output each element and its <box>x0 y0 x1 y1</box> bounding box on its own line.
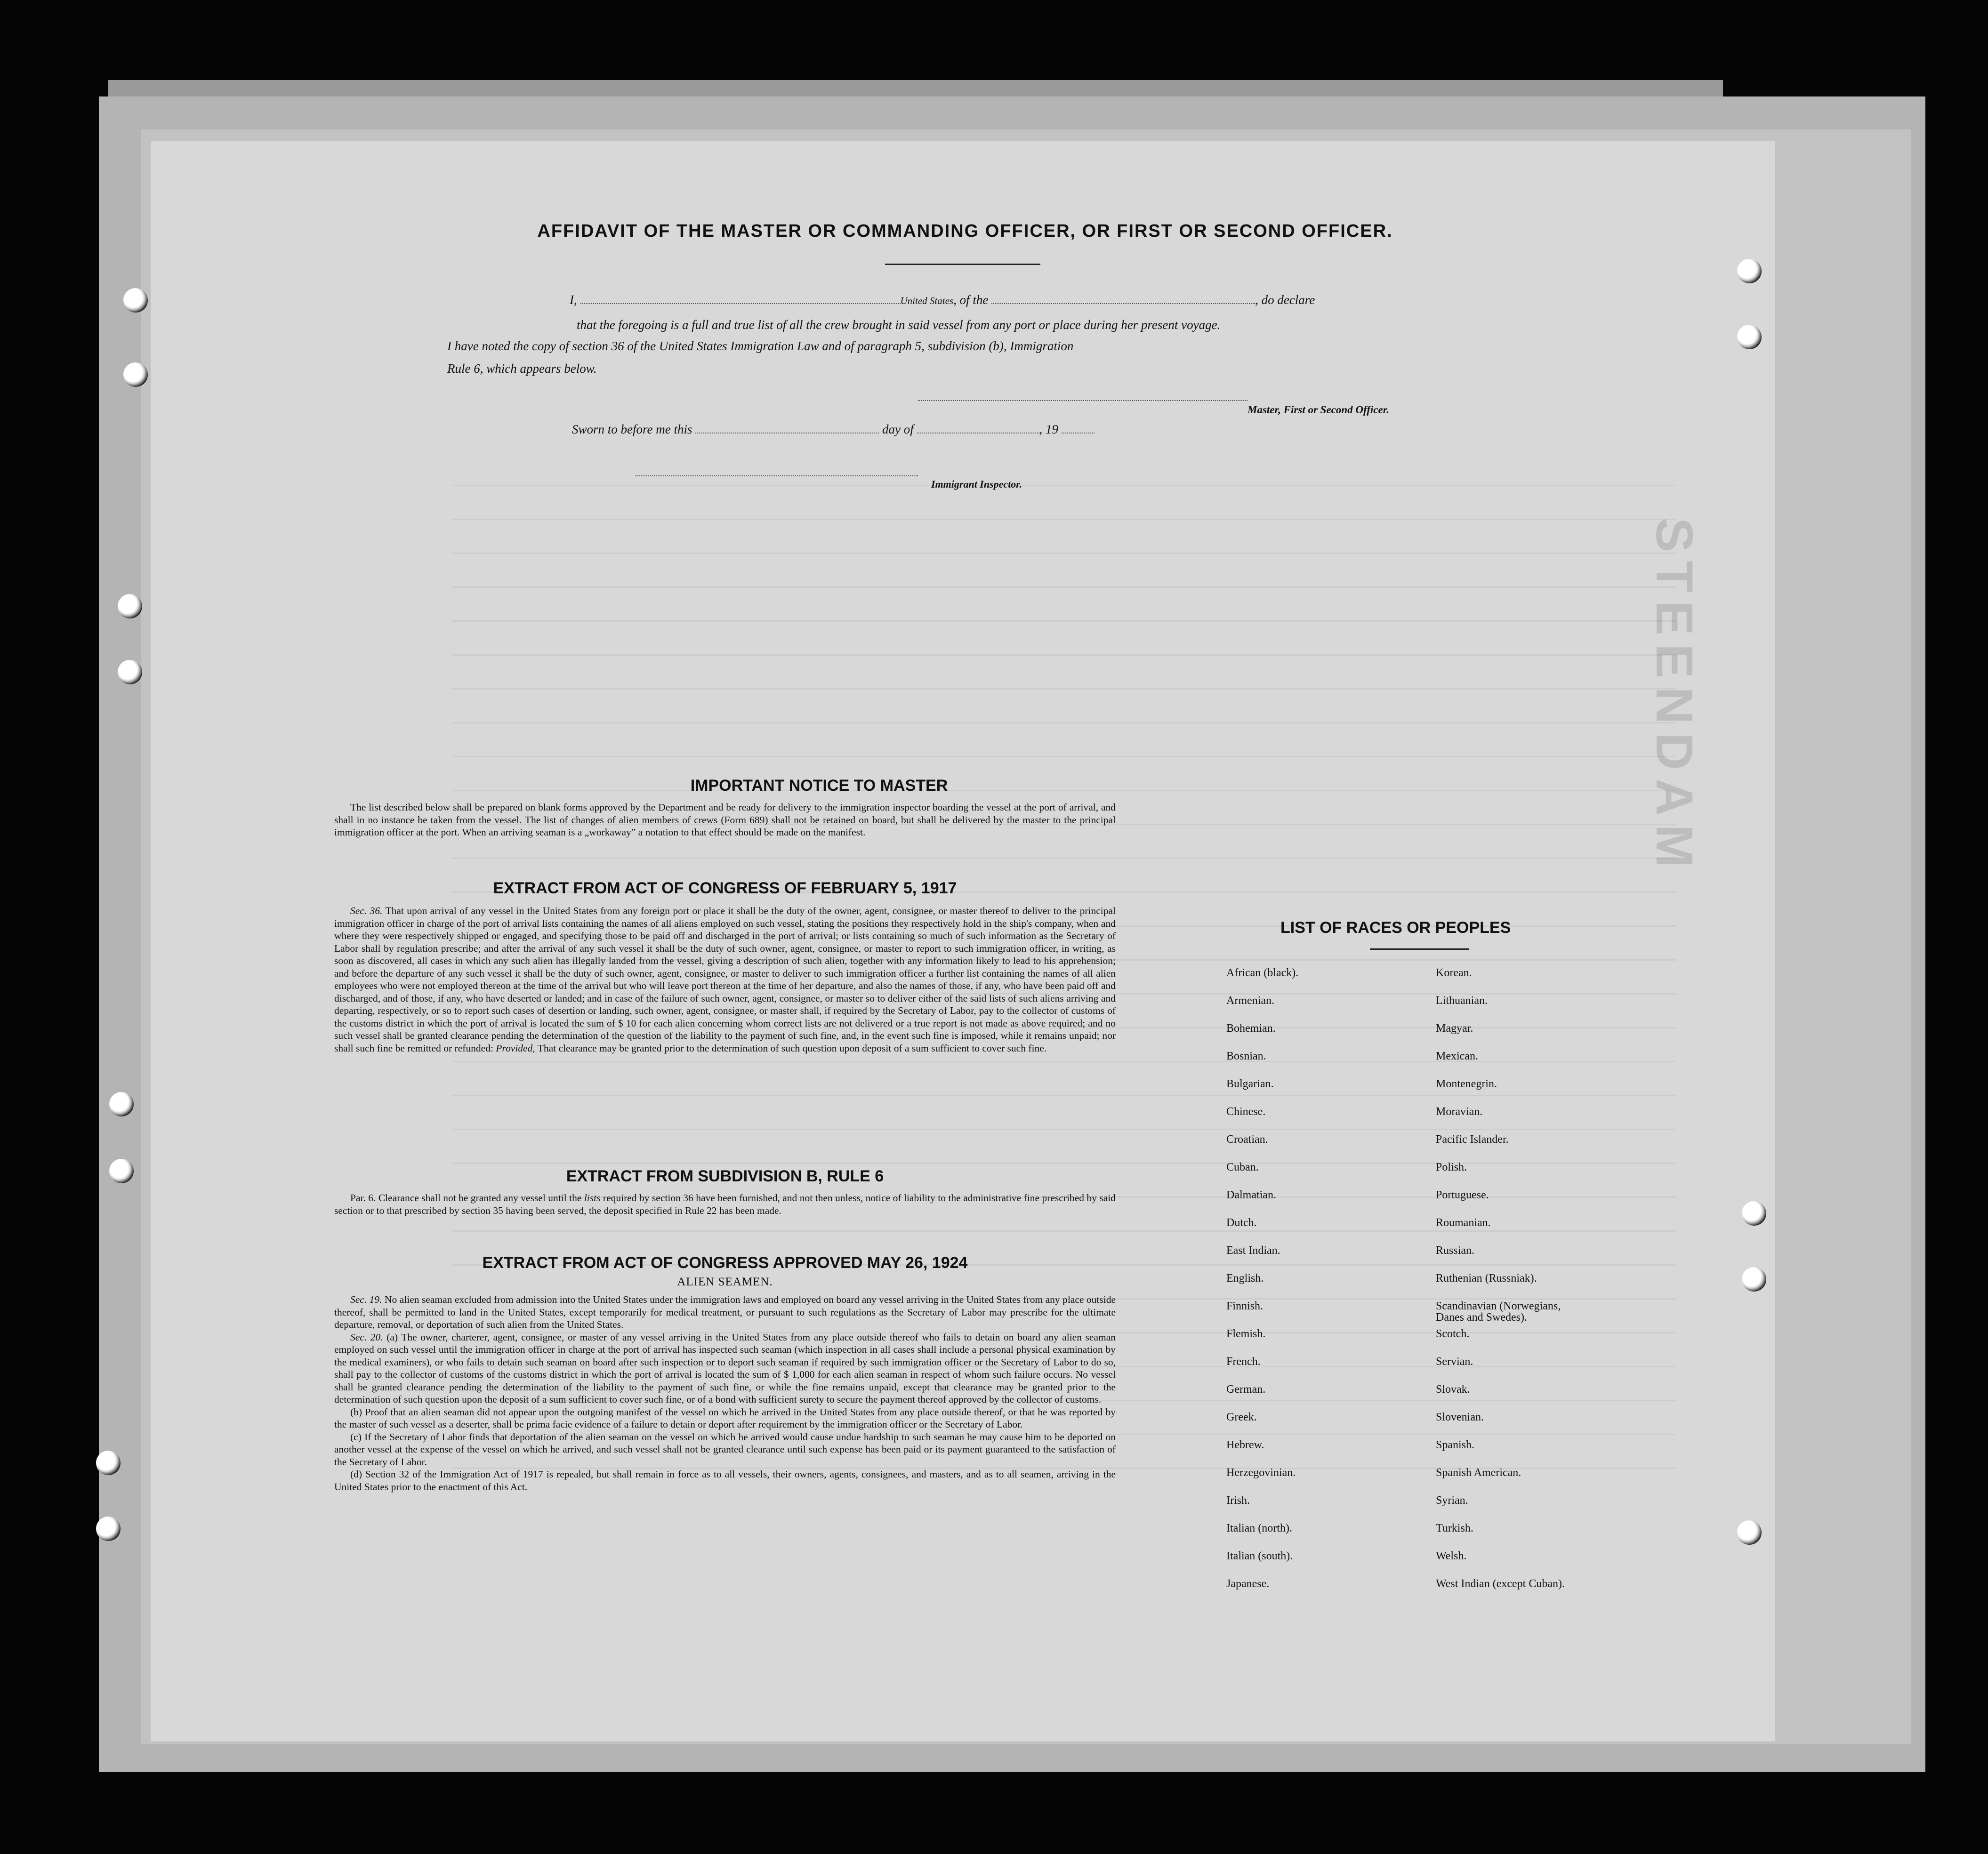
race-item: Magyar. <box>1436 1022 1473 1035</box>
race-item: Chinese. <box>1226 1106 1266 1118</box>
of-the-label: , of the <box>953 293 989 307</box>
punch-hole <box>123 362 148 387</box>
notice-body <box>334 801 1116 839</box>
proviso-text: That clearance may be granted prior to the determination of such question upon deposit of a sum sufficient to cover such fine. <box>537 1042 1047 1054</box>
race-item: Irish. <box>1226 1494 1250 1507</box>
sec-19-label: Sec. 19. <box>350 1294 382 1305</box>
rule-6-text-pre: Par. 6. Clearance shall not be granted any vessel until the <box>350 1192 582 1204</box>
race-item: Japanese. <box>1226 1578 1270 1590</box>
rule-6-lists-word: lists <box>584 1192 601 1204</box>
race-item: Herzegovinian. <box>1226 1467 1296 1479</box>
declarant-prefix: I, <box>570 293 577 307</box>
race-item: Roumanian. <box>1436 1217 1491 1229</box>
sec-19-text: No alien seaman excluded from admission into the United States under the immigration laws and employed on board any vessel arriving in the United States from any place outside thereof, shall be permitted to land in the United States, except temporarily for medical treatment, or pursuant to such regulations as the Secretary of Labor may prescribe for the ultimate departure, removal, or deportation of such alien from the United States. <box>334 1294 1116 1330</box>
race-item: Spanish. <box>1436 1439 1475 1451</box>
notice-paragraph: The list described below shall be prepared on blank forms approved by the Department and be ready for delivery to the immigration inspector boarding the vessel at the port of arrival, and shall in no instance be taken from the vessel. The list of changes of alien members of crews (Form 689) shall not be retained on board, but shall be delivered by the master to the principal immigration officer at the port. When an arriving seaman is a „workaway” a notation to that effect should be made on the manifest. <box>334 802 1116 838</box>
master-signature-field[interactable] <box>918 400 1248 401</box>
race-item: Armenian. <box>1226 995 1274 1007</box>
sec-20b-paragraph: (b) Proof that an alien seaman did not appear upon the outgoing manifest of the vessel on which he arrived in the United States from any place outside thereof, or that he was reported by the master of such vessel as a deserter, shall be prima facie evidence of a failure to detain or deport after requirement by the immigration officer or the Secretary of Labor. <box>334 1406 1116 1430</box>
race-item: Italian (south). <box>1226 1550 1293 1562</box>
race-item: Mexican. <box>1436 1050 1478 1062</box>
affidavit-title: AFFIDAVIT OF THE MASTER OR COMMANDING OFFICER, OR FIRST OR SECOND OFFICER. <box>537 221 1393 241</box>
rule-6-body <box>334 1192 1116 1217</box>
races-heading: LIST OF RACES OR PEOPLES <box>1280 919 1511 937</box>
race-item: Slovak. <box>1436 1383 1470 1396</box>
race-item: Lithuanian. <box>1436 995 1488 1007</box>
punch-hole <box>1737 325 1762 349</box>
race-item: Syrian. <box>1436 1494 1468 1507</box>
sworn-year-label: , 19 <box>1039 422 1058 436</box>
affidavit-line-1 <box>570 288 1426 313</box>
race-item: Dutch. <box>1226 1217 1257 1229</box>
bleed-through-line <box>452 688 1676 690</box>
race-item: Spanish American. <box>1436 1467 1521 1479</box>
rule-6-paragraph <box>334 1192 1116 1217</box>
race-item: Polish. <box>1436 1161 1467 1173</box>
bleed-through-line <box>452 858 1676 859</box>
race-item: English. <box>1226 1272 1264 1284</box>
race-item: Scotch. <box>1436 1328 1470 1340</box>
race-item: African (black). <box>1226 967 1299 979</box>
bleed-through-line <box>452 620 1676 622</box>
race-item: Russian. <box>1436 1244 1475 1257</box>
race-item: Finnish. <box>1226 1300 1264 1312</box>
race-item: Montenegrin. <box>1436 1078 1497 1090</box>
punch-hole <box>118 660 142 684</box>
race-item: Welsh. <box>1436 1550 1467 1562</box>
races-list-right <box>1436 967 1634 1606</box>
race-item: Portuguese. <box>1436 1189 1489 1201</box>
race-item: East Indian. <box>1226 1244 1280 1257</box>
sec-36-text: That upon arrival of any vessel in the United States from any foreign port or place it shall be the duty of the owner, agent, consignee, or master thereof to deliver to the principal immigration officer in charge of the port of arrival lists containing the names of all aliens employed on such vessel, stating the positions they respectively hold in the ship's company, when and where they were respectively shipped or engaged, and specifying those to be paid off and discharged in the port of arrival; or lists containing so much of such information as the Secretary of Labor shall by regulation prescribe; and after the arrival of any such vessel it shall be the duty of such owner, agent, consignee, or master to report to such immigration officer, in writing, as soon as discovered, all cases in which any such alien has illegally landed from the vessel, giving a description of such alien, together with any information likely to lead to his apprehension; and before the departure of any such vessel it shall be the duty of such owner, agent, consignee, or master to deliver to such immigration officer a further list containing the names of all alien employees who were not employed thereon at the time of the arrival but who will leave port thereon at the time of her departure, and also the names of those, if any, who have been paid off and discharged, and of those, if any, who have deserted or landed; and in case of the failure of such owner, agent, consignee, or master so to deliver either of the said lists of such aliens arriving and departing, respectively, or so to report such cases of desertion or landing, such owner, agent, consignee, or master shall, if required by the Secretary of Labor, pay to the collector of customs of the customs district in which the port of arrival is located the sum of $ 10 for each alien concerning whom correct lists are not delivered or a true report is not made as above required; and no such vessel shall be granted clearance pending the determination of the question of the liability to the payment of such fine, and, in the event such fine is imposed, while it remains unpaid; nor shall such fine be remitted or refunded: <box>334 905 1116 1054</box>
bleed-through-line <box>452 722 1676 723</box>
race-item: Slovenian. <box>1436 1411 1484 1423</box>
punch-hole <box>1742 1267 1766 1292</box>
punch-hole <box>109 1092 134 1116</box>
act-1924-heading: EXTRACT FROM ACT OF CONGRESS APPROVED MAY 26, 1924 <box>482 1254 968 1272</box>
act-1917-heading: EXTRACT FROM ACT OF CONGRESS OF FEBRUARY 5, 1917 <box>493 879 957 897</box>
notice-heading: IMPORTANT NOTICE TO MASTER <box>690 777 948 795</box>
race-item: Dalmatian. <box>1226 1189 1276 1201</box>
sec-36-label: Sec. 36. <box>350 905 383 916</box>
proviso-label: Provided, <box>496 1042 535 1054</box>
punch-hole <box>109 1159 134 1183</box>
race-item: Greek. <box>1226 1411 1257 1423</box>
race-item: Bohemian. <box>1226 1022 1276 1035</box>
race-item: West Indian (except Cuban). <box>1436 1578 1565 1590</box>
sec-20a-text: (a) The owner, charterer, agent, consignee, or master of any vessel arriving in the United States from any place outside thereof who fails to detain on board any alien seaman employed on such vessel until the immigration officer in charge at the port of arrival has inspected such seaman (which inspection in all cases shall include a personal physical examination by the medical examiners), or who fails to detain such seaman on board after such inspection or to deport such seaman if required by such immigration officer or the Secretary of Labor to do so, shall pay to the collector of customs of the customs district in which the port of arrival is located the sum of $ 1,000 for each alien seaman in respect of whom such failure occurs. No vessel shall be granted clearance pending the determination of the liability to the payment of such fine, or while the fine remains unpaid, except that clearance may be granted prior to the determination of such question upon the deposit of a sum sufficient to cover such fine, or of a bond with sufficient surety to secure the payment thereof approved by the collector of customs. <box>334 1331 1116 1405</box>
sworn-prefix: Sworn to before me this <box>572 422 692 436</box>
sworn-day-label: day of <box>882 422 914 436</box>
vessel-name-field[interactable] <box>991 303 1255 304</box>
bleed-through-line <box>452 519 1676 520</box>
sec-20d-paragraph: (d) Section 32 of the Immigration Act of 1917 is repealed, but shall remain in force as to all vessels, their owners, agents, consignees, and masters, and as to all seamen, arriving in the United States prior to the enactment of this Act. <box>334 1469 1116 1493</box>
race-item: Cuban. <box>1226 1161 1259 1173</box>
race-item: Bulgarian. <box>1226 1078 1274 1090</box>
race-item: Pacific Islander. <box>1436 1133 1509 1146</box>
declare-label: , do declare <box>1255 293 1315 307</box>
race-item: Korean. <box>1436 967 1472 979</box>
act-1917-body <box>334 905 1116 1054</box>
affidavit-line-4: Rule 6, which appears below. <box>447 361 597 376</box>
races-rule <box>1370 948 1469 950</box>
race-item: Italian (north). <box>1226 1522 1292 1534</box>
race-item: German. <box>1226 1383 1266 1396</box>
race-item: Hebrew. <box>1226 1439 1264 1451</box>
sec-20-label: Sec. 20. <box>350 1331 383 1343</box>
affidavit-line-2: that the foregoing is a full and true list of all the crew brought in said vessel from any port or place during her present voyage. <box>577 318 1221 332</box>
punch-hole <box>118 594 142 618</box>
declarant-name-field[interactable] <box>580 303 901 304</box>
race-item: Scandinavian (Norwegians, Danes and Swedes). <box>1436 1300 1561 1324</box>
rule-6-heading: EXTRACT FROM SUBDIVISION B, RULE 6 <box>566 1167 884 1185</box>
race-item: Flemish. <box>1226 1328 1266 1340</box>
punch-hole <box>96 1451 121 1475</box>
punch-hole <box>96 1517 121 1541</box>
race-item: Croatian. <box>1226 1133 1268 1146</box>
inspector-signature-field[interactable] <box>636 475 918 476</box>
act-1917-paragraph <box>334 905 1116 1054</box>
inspector-caption: Immigrant Inspector. <box>931 478 1022 490</box>
act-1924-subheading: ALIEN SEAMEN. <box>677 1276 773 1288</box>
sworn-line <box>572 417 1429 441</box>
race-item: Turkish. <box>1436 1522 1473 1534</box>
punch-hole <box>1742 1201 1766 1226</box>
affidavit-line-3: I have noted the copy of section 36 of the United States Immigration Law and of paragraph 5, subdivision (b), Immigration <box>447 339 1074 353</box>
bleed-through-line <box>452 586 1676 588</box>
bleed-through-line <box>452 485 1676 486</box>
sec-20c-paragraph: (c) If the Secretary of Labor finds that deportation of the alien seaman on the vessel on which he arrived would cause undue hardship to such seaman he may cause him to be deported on another vessel at the expense of the vessel on which he arrived, and such vessel shall not be granted clearance until such expense has been paid or its payment guaranteed to the satisfaction of the Secretary of Labor. <box>334 1431 1116 1468</box>
race-item: Moravian. <box>1436 1106 1483 1118</box>
bleed-through-line <box>452 756 1676 757</box>
race-item: Ruthenian (Russniak). <box>1436 1272 1537 1284</box>
stamp-watermark: STEENDAM <box>1645 518 1703 876</box>
declarant-country: United States <box>900 295 954 306</box>
sec-20a-paragraph <box>334 1331 1116 1406</box>
bleed-through-line <box>452 553 1676 554</box>
punch-hole <box>123 288 148 313</box>
races-list-left <box>1226 967 1424 1606</box>
bleed-through-line <box>452 654 1676 656</box>
race-item: Bosnian. <box>1226 1050 1266 1062</box>
sec-19-paragraph <box>334 1293 1116 1331</box>
punch-hole <box>1737 1520 1762 1545</box>
race-item: French. <box>1226 1356 1261 1368</box>
punch-hole <box>1737 259 1762 283</box>
master-caption: Master, First or Second Officer. <box>1248 404 1390 416</box>
title-rule <box>885 264 1040 265</box>
rule-6-text-post: required by section 36 have been furnished, and not then unless, notice of liability to the administrative fine prescribed by said section or to that prescribed by section 35 having been served, the deposit specified in Rule 22 has been made. <box>334 1192 1116 1216</box>
act-1924-body <box>334 1293 1116 1493</box>
race-item: Servian. <box>1436 1356 1473 1368</box>
